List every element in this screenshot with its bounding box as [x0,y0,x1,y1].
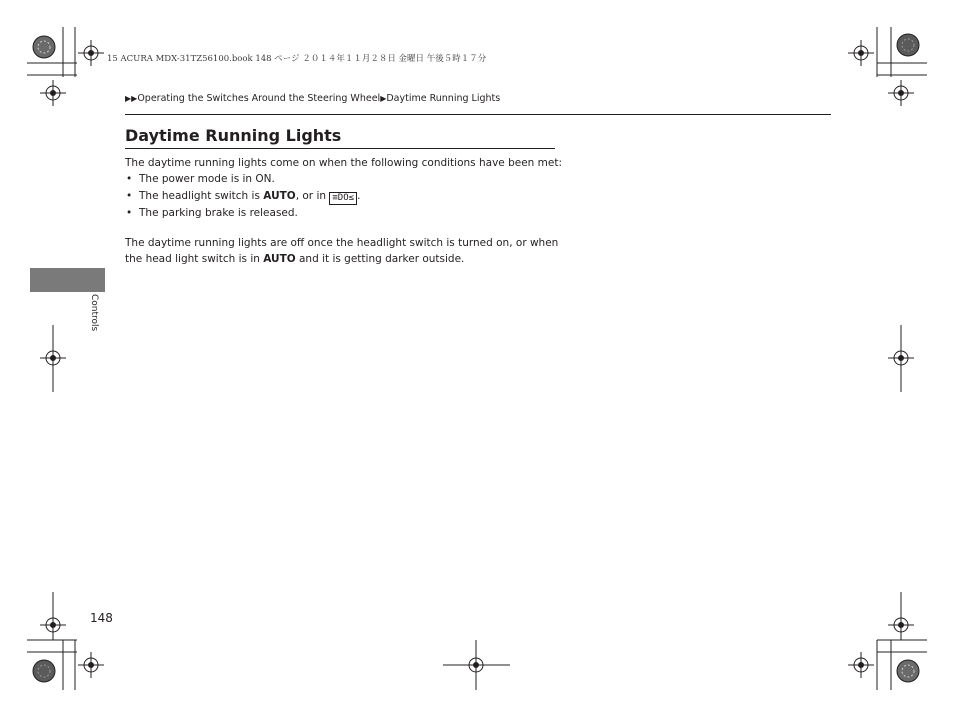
list-item-text: The headlight switch is [139,189,264,202]
section-label: Controls [89,294,99,332]
breadcrumb-section-link[interactable]: Operating the Switches Around the Steering Wheel [137,93,381,104]
list-item: • The power mode is in ON. [126,173,275,185]
print-header: 15 ACURA MDX-31TZ56100.book 148 ページ ２０１４年１１月２８日 金曜日 午後５時１７分 [107,54,487,64]
list-item-text: The parking brake is released. [139,206,298,219]
list-item-text: . [357,189,361,202]
conditions-list [125,171,565,221]
breadcrumb [125,93,500,104]
header-divider [125,114,831,115]
paragraph-text: and it is getting darker outside. [295,253,465,265]
list-item: • The parking brake is released. [126,206,298,219]
title-underline [125,148,555,149]
breadcrumb-arrows-icon: ▶▶ [125,94,138,103]
breadcrumb-current: Daytime Running Lights [386,93,501,104]
breadcrumb-separator-icon: ▶ [380,94,387,103]
parking-light-icon: ≡DO≤ [329,192,357,205]
list-item-text: The power mode is in ON. [139,173,275,185]
list-item: • The headlight switch is AUTO, or in ≡DO≤ . [126,189,361,203]
page-title: Daytime Running Lights [125,126,342,145]
intro-paragraph: The daytime running lights come on when the following conditions have been met: [125,157,562,169]
off-condition-paragraph [125,235,565,267]
auto-setting-label: AUTO [263,253,296,265]
section-tab [30,268,105,292]
auto-setting-label: AUTO [263,189,296,202]
list-item-text: , or in [295,189,330,202]
body-content [125,155,565,267]
page-number: 148 [90,611,113,625]
paragraph-text: The daytime running lights are off once the headlight switch is turned on, or when the head light switch is in [125,237,559,265]
